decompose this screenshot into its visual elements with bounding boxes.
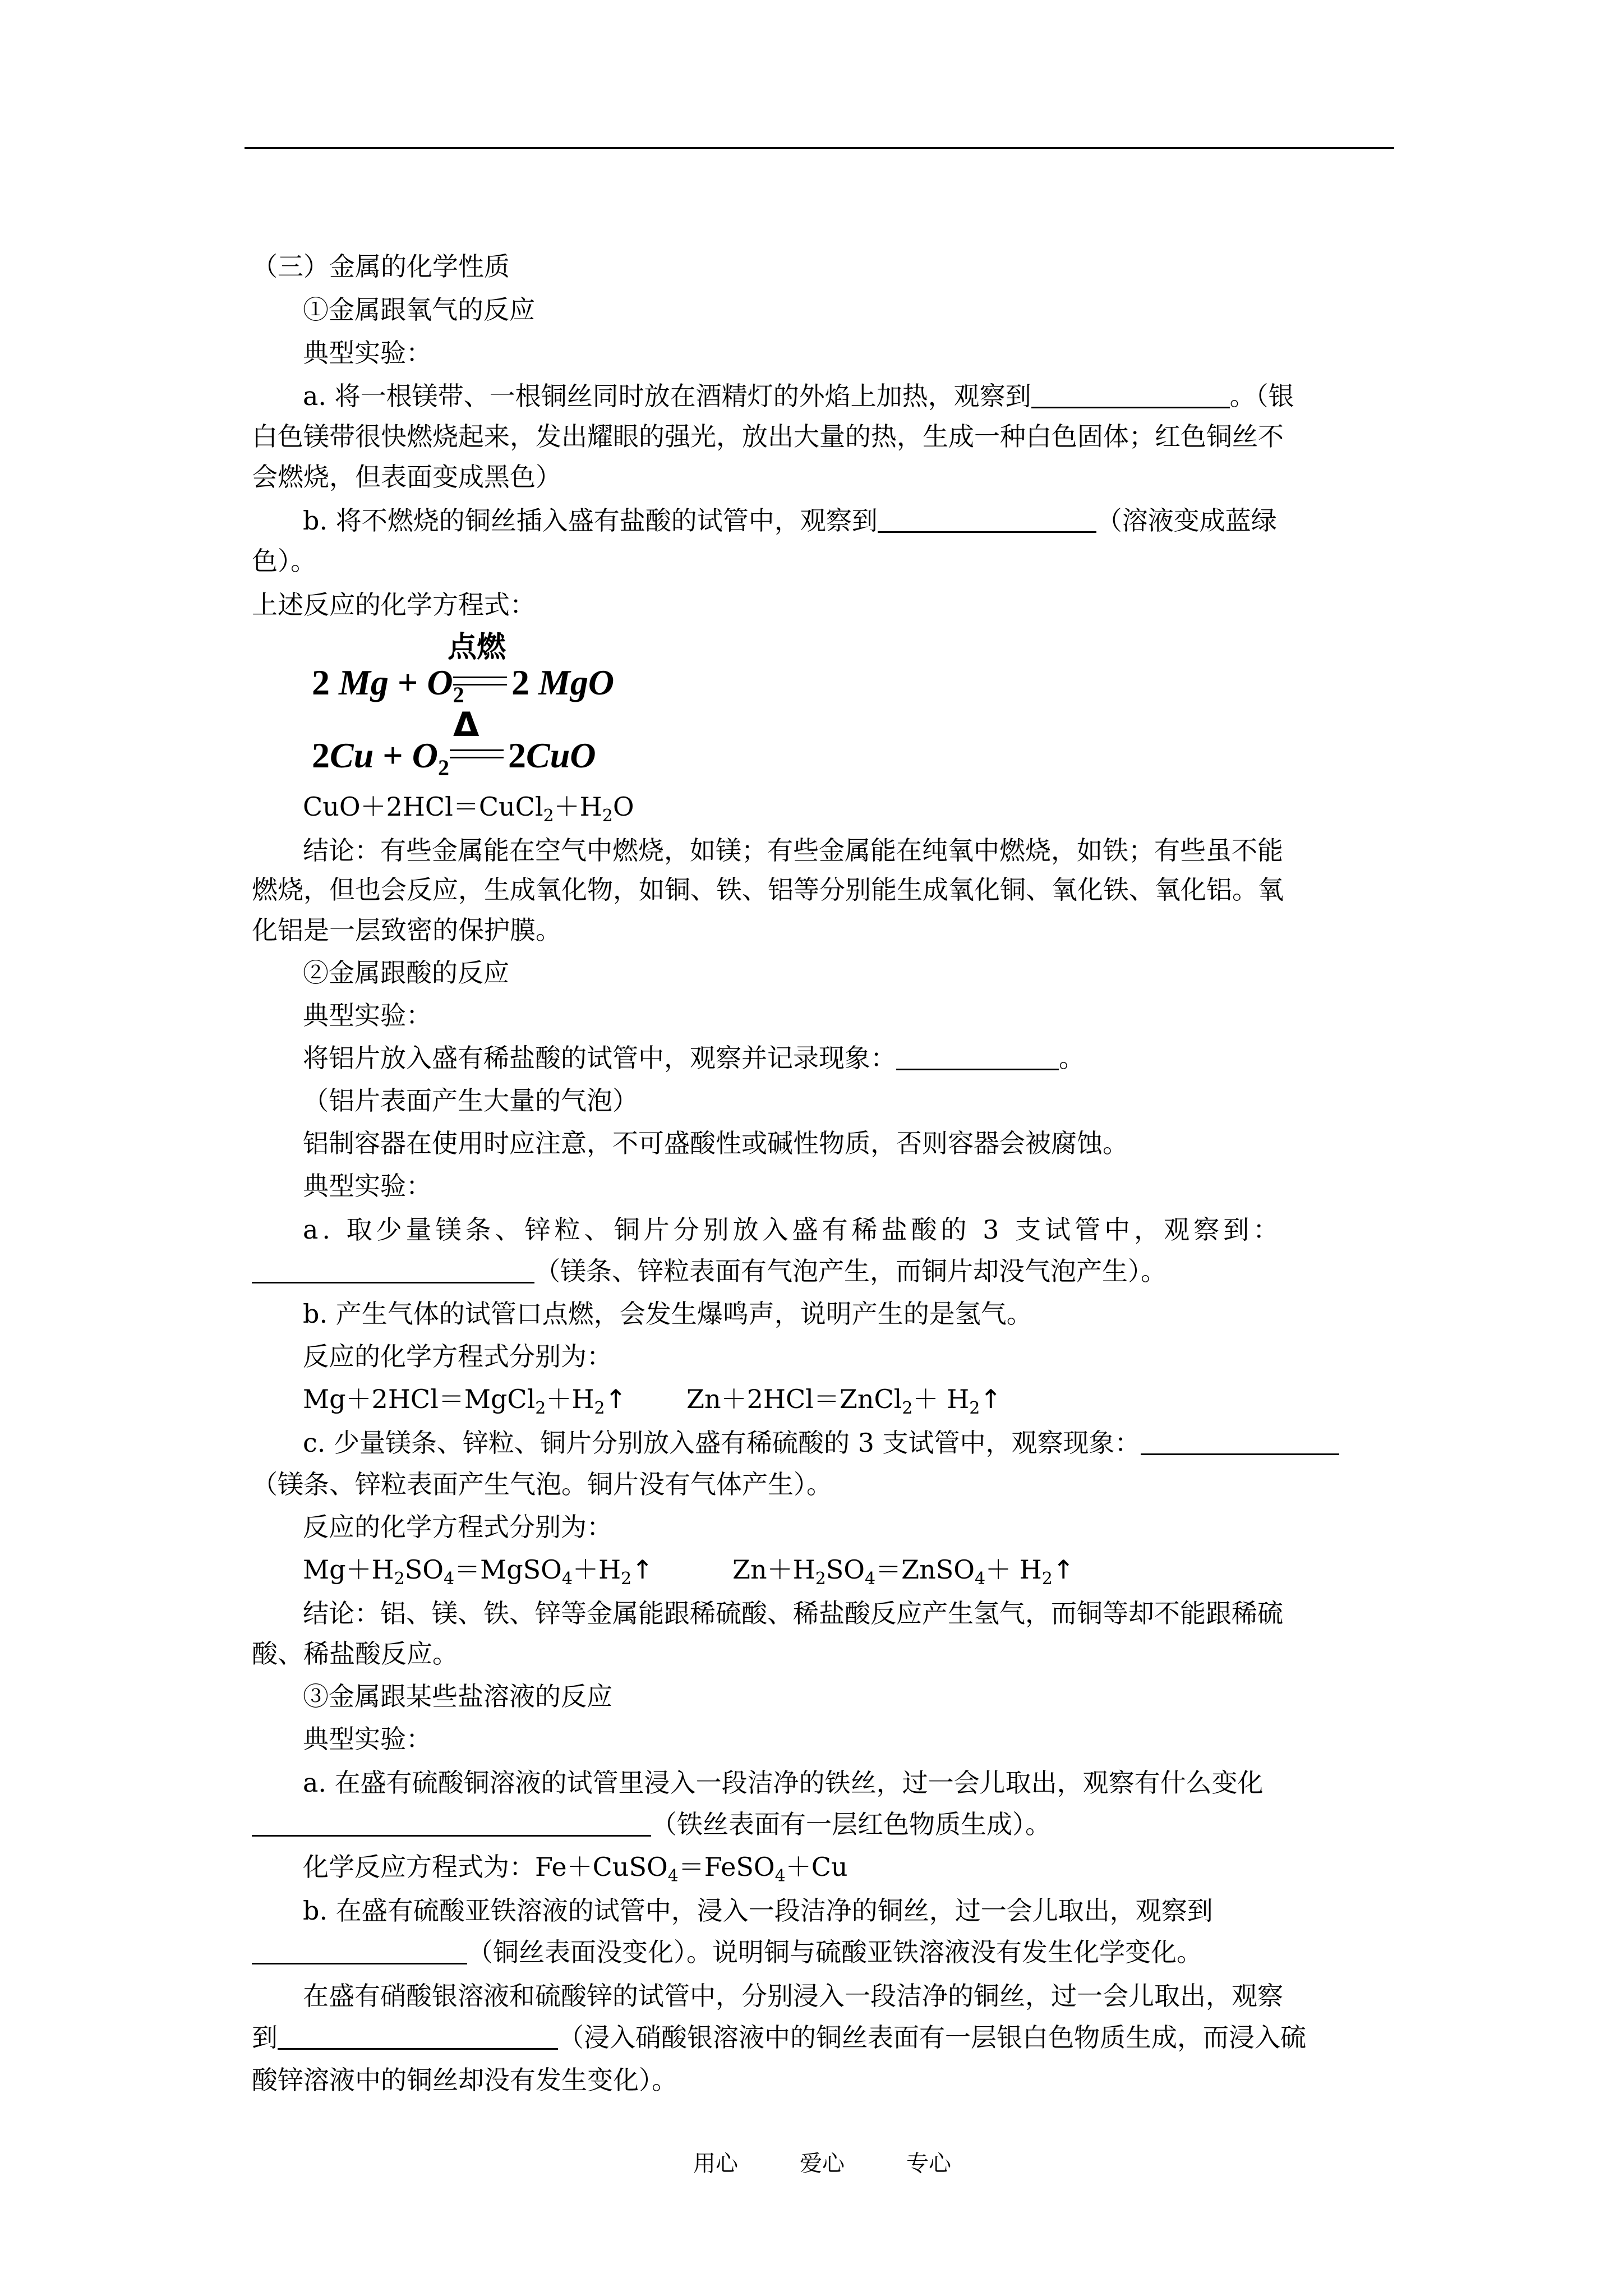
answer-blank[interactable] [252, 1812, 651, 1837]
up-arrow-icon: ↑ [980, 1384, 1002, 1414]
eq1-condition: 点燃 [448, 631, 506, 664]
acid-al-result: （铝片表面产生大量的气泡） [303, 1085, 638, 1116]
acid-eq-label-1: 反应的化学方程式分别为： [303, 1341, 612, 1372]
acid-conclusion-1: 结论：铝、镁、铁、锌等金属能跟稀硫酸、稀盐酸反应产生氢气，而铜等却不能跟稀硫 [303, 1598, 1283, 1628]
acid-c-line2: （镁条、锌粒表面产生气泡。铜片没有气体产生）。 [252, 1469, 832, 1499]
acid-exp-label-2: 典型实验： [303, 1171, 432, 1201]
oxygen-b-line1 [303, 504, 1277, 537]
eq2-condition: Δ [453, 705, 479, 744]
footer-word-2: 爱心 [800, 2151, 845, 2177]
acid-a-line1: a. 取少量镁条、锌粒、铜片分别放入盛有稀盐酸的 3 支试管中，观察到： [303, 1214, 1283, 1245]
footer-word-3: 专心 [906, 2151, 951, 2177]
eq2-product: 2CuO [508, 735, 596, 775]
salt-c-line1: 在盛有硝酸银溶液和硫酸锌的试管中，分别浸入一段洁净的铜丝，过一会儿取出，观察 [303, 1981, 1283, 2011]
eq2-equals [450, 749, 504, 758]
answer-blank[interactable] [1141, 1431, 1339, 1455]
answer-blank[interactable] [896, 1046, 1059, 1070]
oxygen-heading: ①金属跟氧气的反应 [303, 295, 535, 325]
answer-blank[interactable] [252, 1259, 534, 1283]
salt-b-line1: b. 在盛有硫酸亚铁溶液的试管中，浸入一段洁净的铜丝，过一会儿取出，观察到 [303, 1895, 1213, 1926]
acid-heading: ②金属跟酸的反应 [303, 958, 509, 988]
oxygen-a-line1 [303, 379, 1294, 413]
acid-exp-label-1: 典型实验： [303, 1000, 432, 1030]
acid-conclusion-2: 酸、稀盐酸反应。 [252, 1639, 458, 1669]
oxygen-b-post: （溶液变成蓝绿 [1096, 505, 1277, 536]
oxygen-conclusion-3: 化铝是一层致密的保护膜。 [252, 915, 561, 945]
oxygen-a-line2: 白色镁带很快燃烧起来，发出耀眼的强光，放出大量的热，生成一种白色固体；红色铜丝不 [252, 421, 1284, 452]
up-arrow-icon: ↑ [605, 1384, 627, 1414]
oxygen-a-post: 。（银 [1229, 381, 1294, 411]
eq3-cuo-hcl: $CuO+2HCl=CuCl_2+H_2O$ [303, 792, 634, 826]
acid-eq-label-2: 反应的化学方程式分别为： [303, 1512, 612, 1542]
eq1-product: 2 MgO [511, 662, 615, 702]
salt-c-line2: 到 （浸入硝酸银溶液中的铜丝表面有一层银白色物质生成，而浸入硫 [252, 2022, 1306, 2053]
answer-blank[interactable] [278, 2026, 558, 2050]
oxygen-conclusion-2: 燃烧，但也会反应，生成氧化物，如铜、铁、铝等分别能生成氧化铜、氧化铁、氧化铝。氧 [252, 875, 1284, 905]
answer-blank[interactable] [1031, 384, 1230, 408]
eq-fe-cuso4: 化学反应方程式为：Fe＋CuSO$_4$＝FeSO$_4$＋Cu [303, 1852, 848, 1886]
eq-zn-h2so4: $Zn+H_2SO_4=ZnSO_4+$ $H_2↑$ [732, 1554, 1075, 1589]
equation-label: 上述反应的化学方程式： [252, 590, 536, 620]
eq-mg-h2so4: $Mg+H_2SO_4=MgSO_4+H_2↑$ [303, 1554, 653, 1589]
salt-heading: ③金属跟某些盐溶液的反应 [303, 1681, 612, 1711]
eq1-equals [453, 677, 507, 685]
salt-c-line3: 酸锌溶液中的铜丝却没有发生变化）。 [252, 2065, 677, 2095]
salt-b-line2: （铜丝表面没变化）。说明铜与硫酸亚铁溶液没有发生化学变化。 [252, 1935, 1202, 1969]
header-rule [245, 147, 1394, 149]
eq1-reactants: 2 $Mg + O_2$ [312, 662, 464, 707]
answer-blank[interactable] [252, 1940, 467, 1964]
oxygen-b-pre: b. 将不燃烧的铜丝插入盛有盐酸的试管中，观察到 [303, 505, 878, 536]
oxygen-b-line2: 色）。 [252, 546, 316, 576]
section-title: （三）金属的化学性质 [252, 251, 510, 282]
footer-word-1: 用心 [693, 2151, 738, 2177]
oxygen-a-line3: 会燃烧，但表面变成黑色） [252, 462, 561, 492]
salt-a-line2: （铁丝表面有一层红色物质生成）。 [252, 1807, 1051, 1841]
eq-zn-hcl: Zn＋2HCl＝ZnCl$_2$＋ $H_2↑$ [686, 1384, 1002, 1418]
acid-al-note: 铝制容器在使用时应注意，不可盛酸性或碱性物质，否则容器会被腐蚀。 [303, 1128, 1128, 1158]
salt-exp-label: 典型实验： [303, 1724, 432, 1754]
acid-a-line2: （镁条、锌粒表面有气泡产生，而铜片却没气泡产生）。 [252, 1254, 1166, 1288]
eq-mg-hcl: $Mg+2HCl=MgCl_2+H_2↑$ [303, 1384, 627, 1418]
oxygen-a-pre: a. 将一根镁带、一根铜丝同时放在酒精灯的外焰上加热，观察到 [303, 381, 1031, 411]
oxygen-conclusion-1: 结论：有些金属能在空气中燃烧，如镁；有些金属能在纯氧中燃烧，如铁；有些虽不能 [303, 835, 1283, 866]
page-footer [693, 2150, 1013, 2178]
acid-al-line: 将铝片放入盛有稀盐酸的试管中，观察并记录现象： 。 [303, 1043, 1085, 1073]
acid-b-line: b. 产生气体的试管口点燃，会发生爆鸣声，说明产生的是氢气。 [303, 1299, 1032, 1329]
acid-c-line1: c. 少量镁条、锌粒、铜片分别放入盛有稀硫酸的 3 支试管中，观察现象： [303, 1426, 1339, 1460]
answer-blank[interactable] [878, 509, 1096, 533]
oxygen-exp-label: 典型实验： [303, 338, 432, 368]
up-arrow-icon: ↑ [1052, 1554, 1075, 1585]
eq2-reactants: $2Cu + O_2$ [312, 735, 449, 780]
salt-a-line1: a. 在盛有硫酸铜溶液的试管里浸入一段洁净的铁丝，过一会儿取出，观察有什么变化 [303, 1768, 1264, 1798]
up-arrow-icon: ↑ [631, 1554, 653, 1585]
